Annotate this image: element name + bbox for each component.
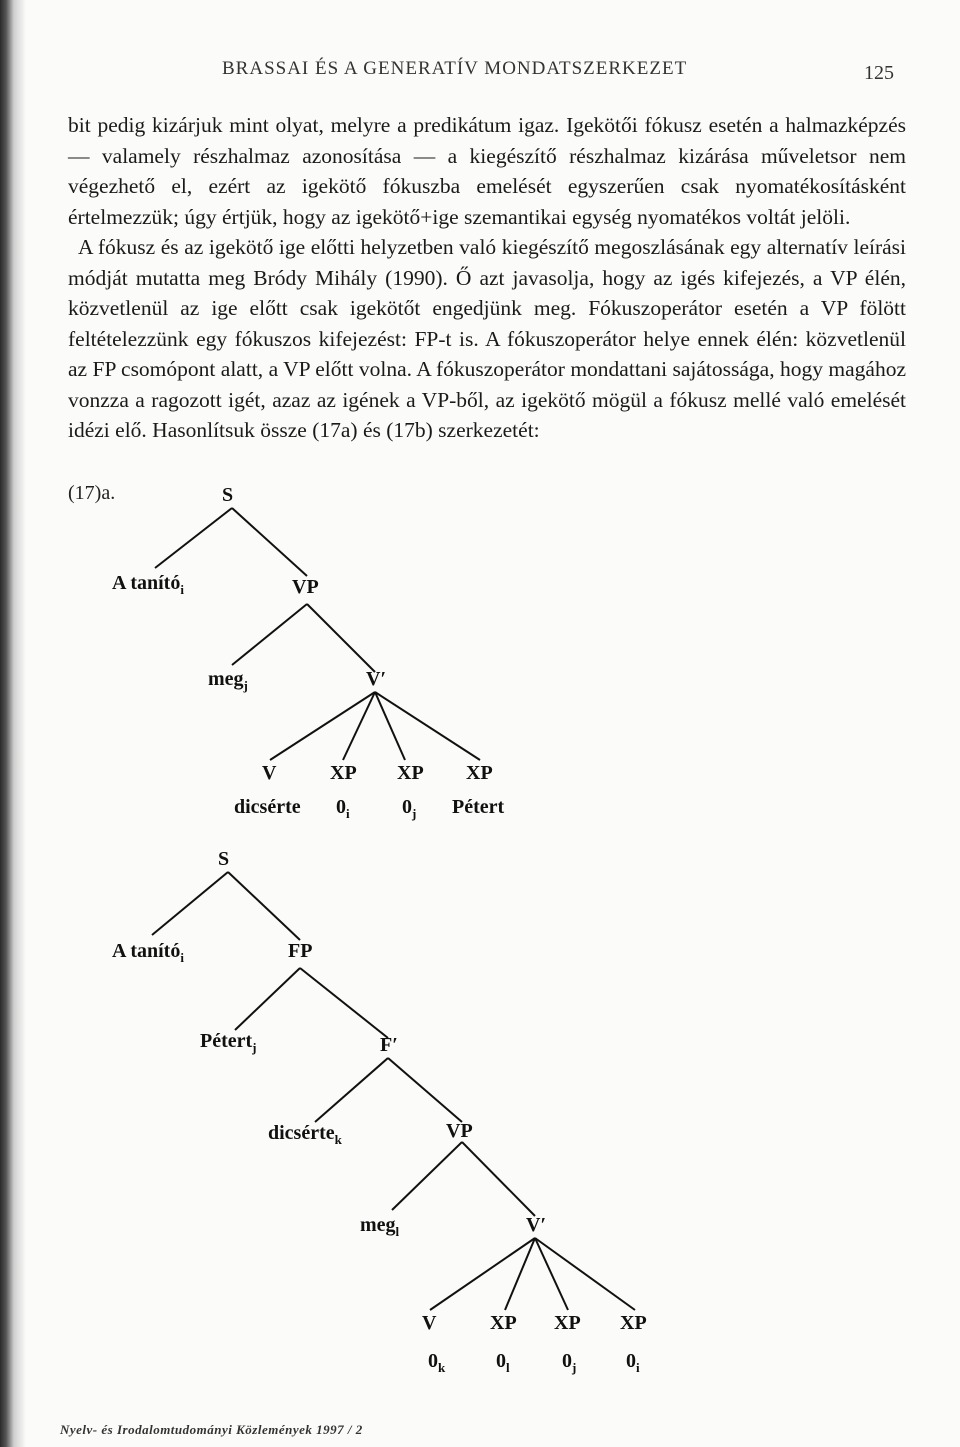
tree-b-branches xyxy=(152,872,635,1310)
leaf-trace: $0_k$ xyxy=(428,1350,446,1375)
leaf-trace: $0_j$ xyxy=(402,796,417,821)
paragraph: A fókusz és az igekötő ige előtti helyzetben való kiegészítő megoszlásának egy alternatív leírási módját mutatta meg Bródy Mihály (1990). Ő azt javasolja, hogy az igés kifejezés, a VP élén, közvetlenül az ige előtt csak igekötőt engedjünk meg. Fókuszoperátor esetén a VP fölött feltételezzünk egy fókuszos kifejezést: FP-t is. A fókuszoperátor helye ennek élén: közvetlenül az FP csomópont alatt, a VP előtt volna. A fókuszoperátor mondattani sajátossága, hogy magához vonzza a ragozott igét, azaz az igének a VP-ből, az igekötő mögül a fókusz mellé való emelését idézi elő. Hasonlítsuk össze (17a) és (17b) szerkezetét: xyxy=(68,235,906,442)
leaf-trace: $0_l$ xyxy=(496,1350,510,1375)
node-xp: XP xyxy=(397,762,424,784)
tree-a-branches xyxy=(155,508,480,760)
branch xyxy=(235,968,300,1030)
node-xp: XP xyxy=(554,1312,581,1334)
node-vp: VP xyxy=(446,1120,473,1142)
node-xp: XP xyxy=(620,1312,647,1334)
branch xyxy=(315,1058,388,1122)
node-preverb: meg$_j$ xyxy=(208,668,248,693)
node-vbar: V′ xyxy=(526,1214,547,1236)
running-head: BRASSAI ÉS A GENERATÍV MONDATSZERKEZET xyxy=(222,58,688,79)
node-v: V xyxy=(422,1312,437,1334)
node-s: S xyxy=(218,848,230,870)
node-xp: XP xyxy=(466,762,493,784)
branch xyxy=(152,872,228,935)
node-vp: VP xyxy=(292,576,319,598)
node-vbar: V′ xyxy=(366,668,387,690)
node-s: S xyxy=(222,484,234,506)
node-xp: XP xyxy=(490,1312,517,1334)
branch xyxy=(232,508,307,576)
branch xyxy=(535,1238,635,1310)
node-fbar: F′ xyxy=(380,1034,398,1056)
leaf-trace: $0_j$ xyxy=(562,1350,577,1375)
paragraph: bit pedig kizárjuk mint olyat, melyre a predikátum igaz. Igekötői fókusz esetén a halmazképzés — valamely részhalmaz azonosítása — a kiegészítő részhalmaz kizárása műveletsor nem végezhető el, ezért az igekötő fókuszba emelését egyszerűen csak nyomatékosításként értelmezzük; úgy értjük, hogy az igekötő+ige szemantikai egység nyomatékos voltát jelöli. xyxy=(68,113,906,229)
journal-footer: Nyelv- és Irodalomtudományi Közlemények 1997 / 2 xyxy=(60,1422,363,1437)
branch xyxy=(155,508,232,568)
branch xyxy=(462,1142,535,1216)
node-xp: XP xyxy=(330,762,357,784)
leaf-verb: dicsérte xyxy=(234,796,301,818)
branch xyxy=(388,1058,462,1122)
branch xyxy=(392,1142,462,1210)
page-number: 125 xyxy=(864,62,894,84)
node-focus: Pétert$_j$ xyxy=(200,1030,257,1055)
node-fp: FP xyxy=(288,940,313,962)
branch xyxy=(300,968,388,1038)
leaf-trace: $0_i$ xyxy=(626,1350,640,1375)
branch xyxy=(228,872,300,940)
example-label-17a: (17)a. xyxy=(68,482,116,504)
leaf-trace: $0_i$ xyxy=(336,796,350,821)
branch xyxy=(232,604,307,665)
node-v: V xyxy=(262,762,277,784)
leaf-object: Pétert xyxy=(452,796,505,818)
node-subject: A tanító$_i$ xyxy=(112,572,184,597)
node-preverb: meg$_l$ xyxy=(360,1214,400,1239)
branch xyxy=(307,604,375,672)
node-verb: dicsérte$_k$ xyxy=(268,1122,342,1147)
node-subject: A tanító$_i$ xyxy=(112,940,184,965)
